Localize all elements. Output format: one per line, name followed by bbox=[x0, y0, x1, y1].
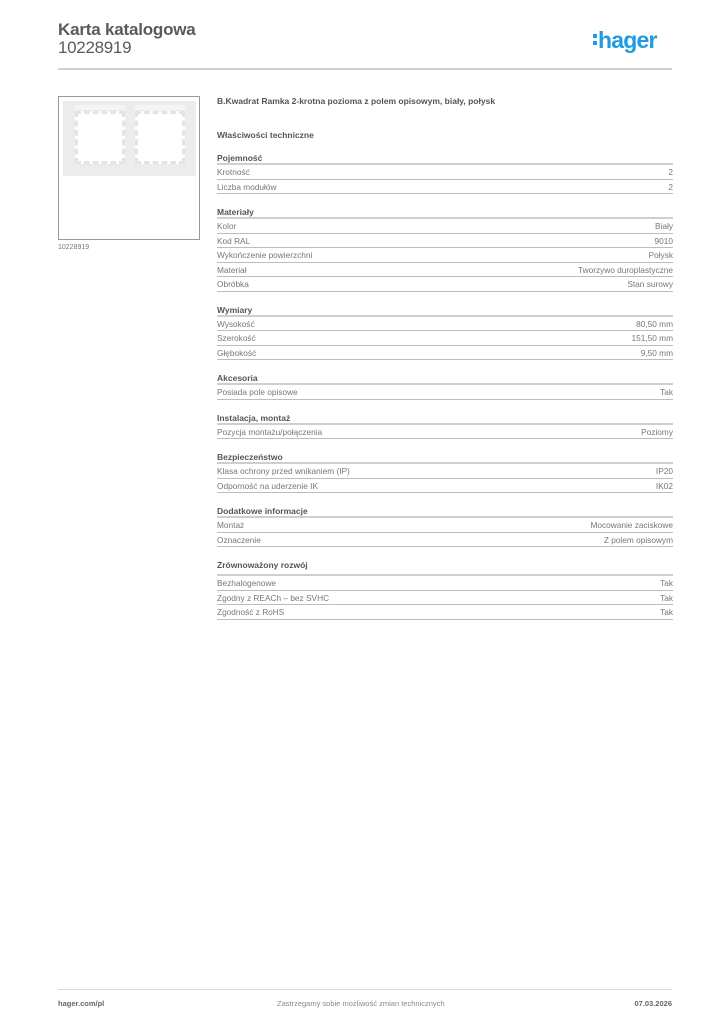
frame-opening-1 bbox=[75, 111, 125, 164]
section-sustainability bbox=[217, 560, 673, 620]
product-title: B.Kwadrat Ramka 2-krotna pozioma z polem opisowym, biały, połysk bbox=[217, 96, 496, 106]
spec-row: Posiada pole opisowe Tak bbox=[217, 385, 673, 400]
image-caption: 10228919 bbox=[58, 244, 90, 251]
spec-row: Zgodność z RoHS Tak bbox=[217, 605, 673, 620]
frame-opening-2 bbox=[135, 111, 185, 164]
section-title: Bezpieczeństwo bbox=[217, 452, 673, 464]
spec-row: Montaż Mocowanie zaciskowe bbox=[217, 518, 673, 533]
section-additional-info bbox=[217, 506, 673, 547]
product-details bbox=[217, 96, 673, 620]
spec-row: Wykończenie powierzchni Połysk bbox=[217, 248, 673, 263]
section-materials bbox=[217, 207, 673, 292]
spec-row: Kod RAL 9010 bbox=[217, 234, 673, 249]
section-safety bbox=[217, 452, 673, 493]
spec-row: Wysokość 80,50 mm bbox=[217, 317, 673, 332]
spec-row: Bezhalogenowe Tak bbox=[217, 576, 673, 591]
header-divider bbox=[58, 68, 672, 70]
footer-divider bbox=[58, 989, 672, 990]
spec-row: Szerokość 151,50 mm bbox=[217, 331, 673, 346]
spec-row: Odporność na uderzenie IK IK02 bbox=[217, 479, 673, 494]
spec-row: Liczba modułów 2 bbox=[217, 180, 673, 195]
section-accessories bbox=[217, 373, 673, 400]
section-title: Wymiary bbox=[217, 305, 673, 317]
section-title: Instalacja, montaż bbox=[217, 413, 673, 425]
spec-row: Obróbka Stan surowy bbox=[217, 277, 673, 292]
document-title: Karta katalogowa bbox=[58, 20, 196, 39]
footer-date: 07.03.2026 bbox=[634, 999, 672, 1008]
spec-row: Krotność 2 bbox=[217, 165, 673, 180]
properties-heading: Właściwości techniczne bbox=[217, 130, 314, 140]
spec-row: Pozycja montażu/połączenia Poziomy bbox=[217, 425, 673, 440]
footer-website-link[interactable]: hager.com/pl bbox=[58, 999, 105, 1008]
spec-row: Klasa ochrony przed wnikaniem (IP) IP20 bbox=[217, 464, 673, 479]
section-dimensions bbox=[217, 305, 673, 361]
product-code: 10228919 bbox=[58, 38, 132, 57]
frame-illustration bbox=[63, 101, 196, 176]
section-title: Materiały bbox=[217, 207, 673, 219]
hager-logo: hager bbox=[598, 27, 657, 53]
section-title: Dodatkowe informacje bbox=[217, 506, 673, 518]
section-capacity bbox=[217, 153, 673, 194]
spec-row: Materiał Tworzywo duroplastyczne bbox=[217, 263, 673, 278]
spec-row: Kolor Biały bbox=[217, 219, 673, 234]
section-title: Pojemność bbox=[217, 153, 673, 165]
section-title: Zrównoważony rozwój bbox=[217, 560, 673, 576]
footer-disclaimer: Zastrzegamy sobie możliwość zmian technicznych bbox=[277, 999, 445, 1008]
section-title: Akcesoria bbox=[217, 373, 673, 385]
section-installation bbox=[217, 413, 673, 440]
spec-row: Głębokość 9,50 mm bbox=[217, 346, 673, 361]
spec-row: Oznaczenie Z polem opisowym bbox=[217, 533, 673, 548]
spec-row: Zgodny z REACh – bez SVHC Tak bbox=[217, 591, 673, 606]
product-image bbox=[58, 96, 200, 240]
